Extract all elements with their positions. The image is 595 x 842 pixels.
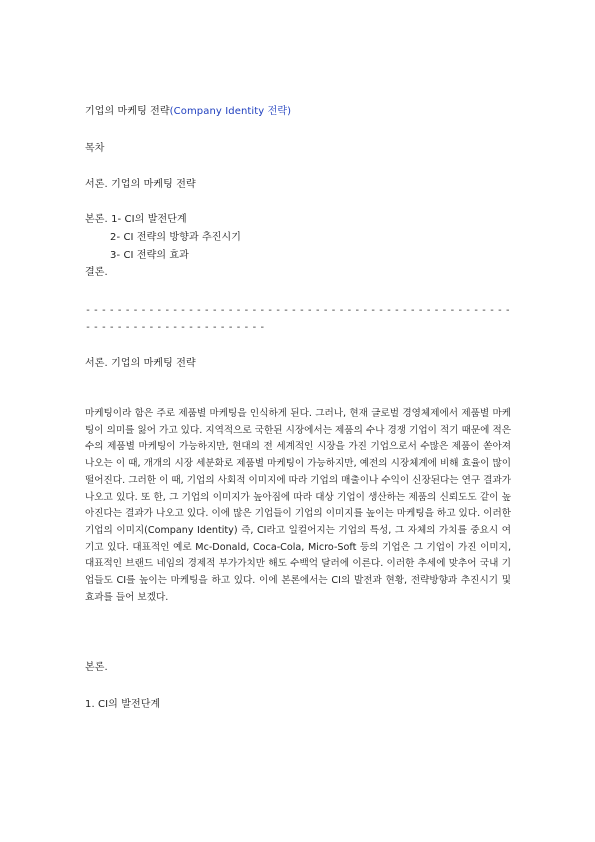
section-1-heading: 1. CI의 발전단계 (85, 699, 161, 710)
toc-item-intro: 서론. 기업의 마케팅 전략 (85, 179, 196, 190)
intro-paragraph: 마케팅이라 함은 주로 제품별 마케팅을 인식하게 된다. 그러나, 현재 글로벌 경영체제에서 제품별 마케팅이 의미를 잃어 가고 있다. 지역적으로 국한된 시장에서는 제품의 수나 경쟁 기업이 적기 때문에 적은 수의 제품별 마케팅이 가능하지만, 현대의 전 세계적인 시장을 가진 기업으로서 수많은 제품이 쏟아져 나오는 이 때, 개개의 시장 세분화로 제품별 마케팅이 가능하지만, 예전의 시장체계에 비해 효율이 많이 떨어진다. 그러한 이 때, 기업의 사회적 이미지에 따라 기업의 매출이나 수익이 신장된다는 연구 결과가 나오고 있다. 또 한, 그 기업의 이미지가 높아짐에 따라 대상 기업이 생산하는 제품의 신뢰도도 같이 높아진다는 결과가 나오고 있다. 이에 많은 기업들이 기업의 이미지를 높이는 마케팅을 하고 있다. 이러한 기업의 이미지(Company Identity) 즉, CI라고 일컬어지는 기업의 특성, 그 자체의 가치를 중요시 여기고 있다. 대표적인 예로 Mc-Donald, Coca-Cola, Micro-Soft 등의 기업은 그 기업이 가진 이미지, 대표적인 브랜드 네임의 경제적 부가가치만 해도 수백억 달러에 이른다. 이러한 추세에 맞추어 국내 기업들도 CI를 높이는 마케팅을 하고 있다. 이에 본론에서는 CI의 발전과 현황, 전략방향과 추진시기 및 효과를 들어 보겠다. (85, 408, 511, 603)
document-title-main: 기업의 마케팅 전략 (85, 106, 170, 117)
document-title (85, 106, 291, 118)
toc-item-body-2: 2- CI 전략의 방향과 추진시기 (110, 232, 242, 243)
toc-item-body-3: 3- CI 전략의 효과 (110, 250, 189, 261)
toc-heading: 목차 (85, 143, 105, 154)
toc-item-body-1: 본론. 1- CI의 발전단계 (85, 214, 187, 225)
divider-line-1: ------------------------------------------------------ (85, 305, 513, 316)
document-title-highlight: (Company Identity 전략) (169, 106, 292, 117)
intro-heading: 서론. 기업의 마케팅 전략 (85, 358, 196, 369)
body-heading: 본론. (85, 662, 108, 673)
toc-item-conclusion: 결론. (85, 267, 108, 278)
divider-line-2: ----------------------- (85, 322, 268, 333)
